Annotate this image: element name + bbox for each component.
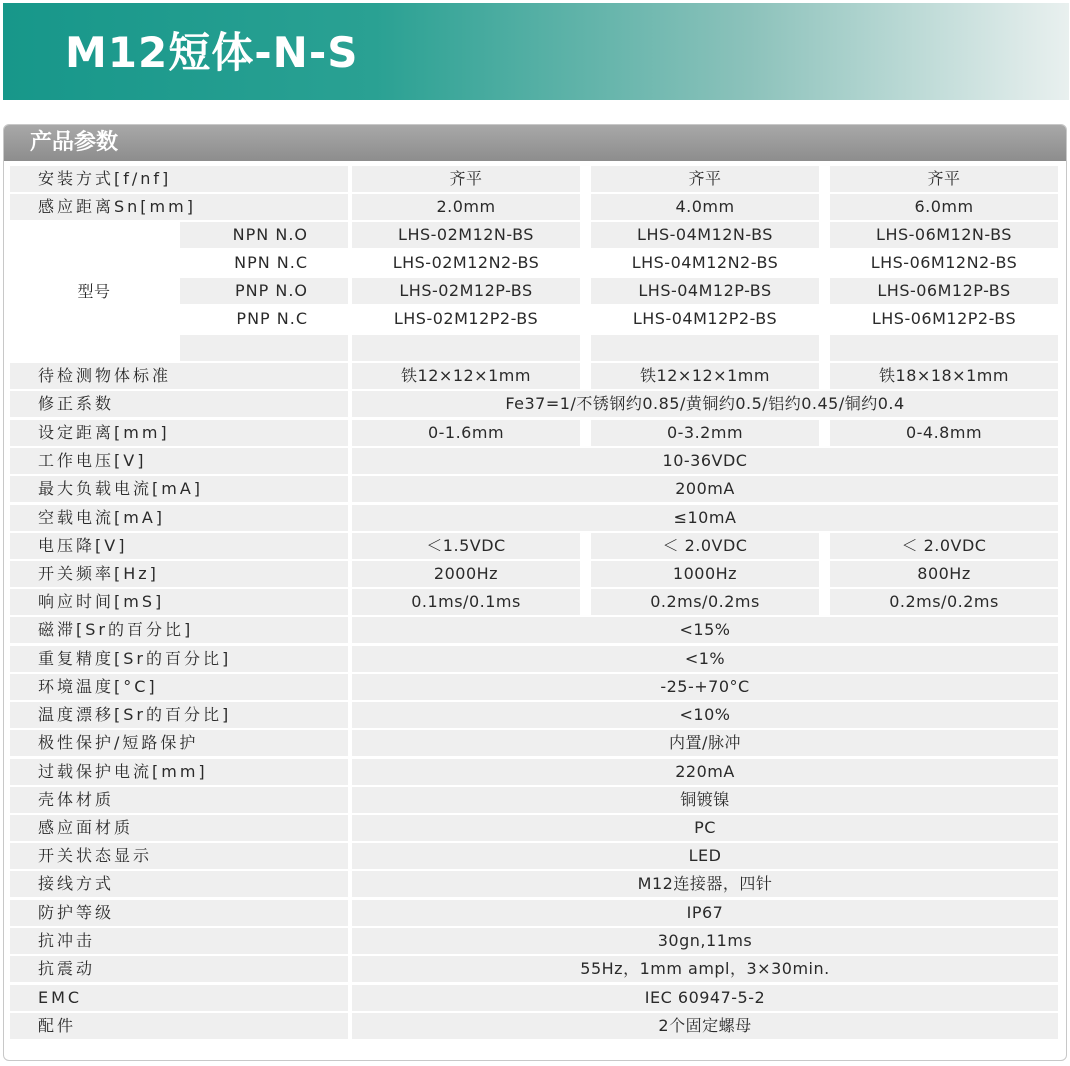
row-label: 响应时间[mS]: [10, 589, 348, 615]
title-banner: [3, 3, 1069, 100]
model-number: LHS-04M12P-BS: [591, 278, 819, 304]
model-number: LHS-04M12N2-BS: [631, 253, 779, 272]
row-label: 最大负载电流[mA]: [10, 476, 348, 502]
row-label: 接线方式: [10, 871, 348, 897]
blank-cell: [180, 335, 348, 361]
value-cell: 10-36VDC: [352, 448, 1058, 474]
value-cell: 0.1ms/0.1ms: [352, 589, 580, 615]
row-label: 感应距离Sn[mm]: [10, 194, 348, 220]
row-label: 重复精度[Sr的百分比]: [10, 646, 348, 672]
value-cell: ＜ 2.0VDC: [591, 533, 819, 559]
page-title: M12短体-N-S: [65, 28, 359, 77]
blank-cell: [591, 335, 819, 361]
model-label: 型号: [77, 282, 111, 301]
row-label: 开关频率[Hz]: [10, 561, 348, 587]
value-cell: Fe37=1/不锈钢约0.85/黄铜约0.5/铝约0.45/铜约0.4: [352, 391, 1058, 417]
row-label: 修正系数: [10, 391, 348, 417]
value-cell: 0-1.6mm: [352, 420, 580, 446]
model-number: LHS-06M12P2-BS: [871, 309, 1017, 328]
value-cell: 铁12×12×1mm: [591, 363, 819, 389]
blank-cell: [830, 335, 1058, 361]
row-label: 设定距离[mm]: [10, 420, 348, 446]
value-cell: 2000Hz: [352, 561, 580, 587]
panel-header: [4, 125, 1066, 161]
value-cell: 0.2ms/0.2ms: [591, 589, 819, 615]
value-cell: 齐平: [352, 166, 580, 192]
value-cell: 铁18×18×1mm: [830, 363, 1058, 389]
model-type: NPN N.C: [234, 253, 308, 272]
row-label: 环境温度[°C]: [10, 674, 348, 700]
row-label: 极性保护/短路保护: [10, 730, 348, 756]
blank-cell: [352, 335, 580, 361]
model-type: PNP N.O: [180, 278, 348, 304]
value-cell: 2.0mm: [352, 194, 580, 220]
value-cell: 0-3.2mm: [591, 420, 819, 446]
row-label: 防护等级: [10, 900, 348, 926]
value-cell: 220mA: [352, 759, 1058, 785]
value-cell: 内置/脉冲: [352, 730, 1058, 756]
row-label: 磁滞[Sr的百分比]: [10, 617, 348, 643]
row-label: 抗震动: [10, 956, 348, 982]
row-label: 配件: [10, 1013, 348, 1039]
value-cell: ≤10mA: [352, 505, 1058, 531]
row-label: 抗冲击: [10, 928, 348, 954]
value-cell: 1000Hz: [591, 561, 819, 587]
row-label: 待检测物体标准: [10, 363, 348, 389]
value-cell: 齐平: [830, 166, 1058, 192]
model-number: LHS-06M12N2-BS: [870, 253, 1018, 272]
value-cell: 齐平: [591, 166, 819, 192]
row-label: 空载电流[mA]: [10, 505, 348, 531]
row-label: 工作电压[V]: [10, 448, 348, 474]
value-cell: 6.0mm: [830, 194, 1058, 220]
model-number: LHS-04M12N-BS: [591, 222, 819, 248]
value-cell: 55Hz，1mm ampl，3×30min.: [352, 956, 1058, 982]
value-cell: -25-+70°C: [352, 674, 1058, 700]
value-cell: 0.2ms/0.2ms: [830, 589, 1058, 615]
model-number: LHS-02M12P2-BS: [393, 309, 539, 328]
model-number: LHS-02M12N2-BS: [392, 253, 540, 272]
row-label: 电压降[V]: [10, 533, 348, 559]
value-cell: 2个固定螺母: [352, 1013, 1058, 1039]
row-label: EMC: [10, 985, 348, 1011]
model-number: LHS-06M12P-BS: [830, 278, 1058, 304]
value-cell: 200mA: [352, 476, 1058, 502]
model-number: LHS-06M12N-BS: [830, 222, 1058, 248]
value-cell: IP67: [352, 900, 1058, 926]
model-number: LHS-04M12P2-BS: [632, 309, 778, 328]
model-number: LHS-02M12N-BS: [352, 222, 580, 248]
value-cell: <1%: [352, 646, 1058, 672]
model-type: NPN N.O: [180, 222, 348, 248]
value-cell: M12连接器，四针: [352, 871, 1058, 897]
model-type: PNP N.C: [236, 309, 308, 328]
row-label: 开关状态显示: [10, 843, 348, 869]
row-label: 过载保护电流[mm]: [10, 759, 348, 785]
value-cell: ＜1.5VDC: [352, 533, 580, 559]
value-cell: 铜镀镍: [352, 787, 1058, 813]
value-cell: IEC 60947-5-2: [352, 985, 1058, 1011]
row-label: 安装方式[f/nf]: [10, 166, 348, 192]
value-cell: 0-4.8mm: [830, 420, 1058, 446]
value-cell: 铁12×12×1mm: [352, 363, 580, 389]
value-cell: ＜ 2.0VDC: [830, 533, 1058, 559]
row-label: 感应面材质: [10, 815, 348, 841]
value-cell: 4.0mm: [591, 194, 819, 220]
section-title: 产品参数: [30, 130, 119, 155]
value-cell: <15%: [352, 617, 1058, 643]
value-cell: 30gn,11ms: [352, 928, 1058, 954]
value-cell: 800Hz: [830, 561, 1058, 587]
row-label: 壳体材质: [10, 787, 348, 813]
value-cell: <10%: [352, 702, 1058, 728]
value-cell: LED: [352, 843, 1058, 869]
value-cell: PC: [352, 815, 1058, 841]
row-label: 温度漂移[Sr的百分比]: [10, 702, 348, 728]
model-number: LHS-02M12P-BS: [352, 278, 580, 304]
